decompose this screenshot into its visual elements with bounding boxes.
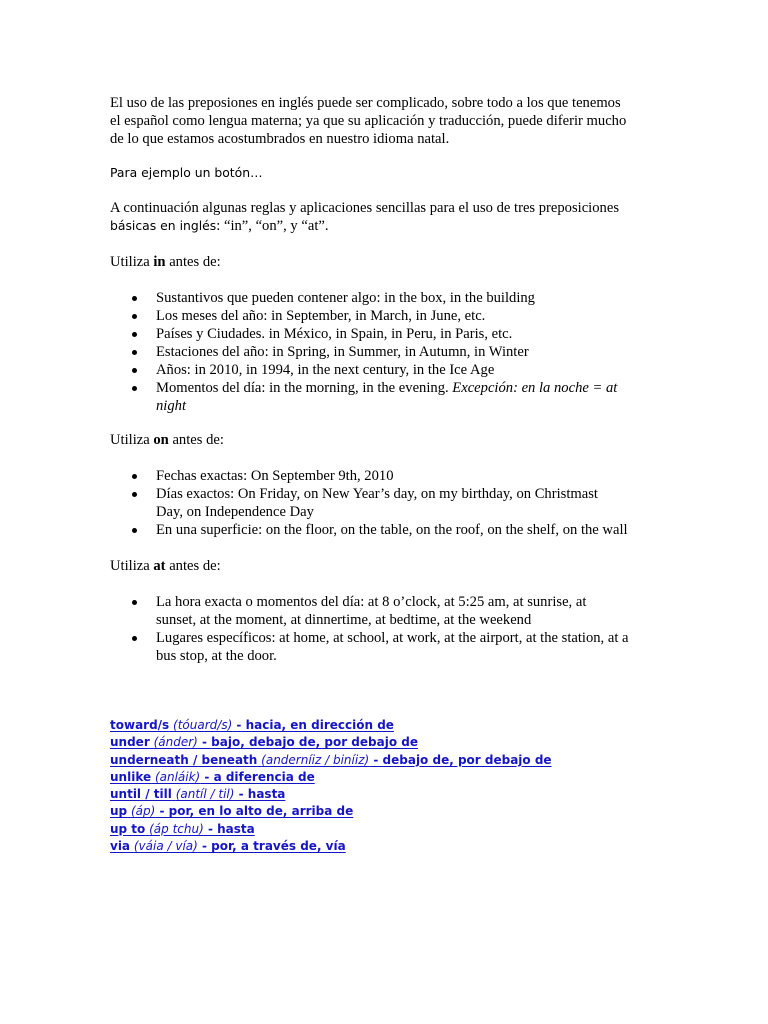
vocab-meaning: - por, en lo alto de, arriba de: [155, 804, 354, 819]
list-item: [110, 343, 670, 361]
heading-suffix: antes de:: [165, 558, 221, 574]
vocab-word: until / till: [110, 787, 172, 802]
bullet-icon: [132, 350, 137, 355]
vocab-link[interactable]: [110, 735, 418, 749]
list-item: [110, 593, 670, 629]
list-item: [110, 289, 670, 307]
bullet-icon: [132, 296, 137, 301]
list-item: [110, 325, 670, 343]
vocab-meaning: - hacia, en dirección de: [232, 718, 394, 732]
vocab-pronunciation: (áp): [130, 804, 156, 819]
vocab-pronunciation: (anláik): [154, 769, 201, 784]
list-item-text: Sustantivos que pueden contener algo: in the box, in the building: [156, 290, 535, 306]
vocab-link[interactable]: [110, 770, 315, 784]
list-item-text: La hora exacta o momentos del día: at 8 o’clock, at 5:25 am, at sunrise, at: [156, 594, 587, 610]
vocab-link[interactable]: [110, 804, 353, 818]
bullet-icon: [132, 636, 137, 641]
vocab-word: unlike: [110, 769, 152, 784]
vocab-row: [110, 786, 670, 803]
list-item-text: En una superficie: on the floor, on the table, on the roof, on the shelf, on the wall: [156, 522, 628, 538]
vocab-link[interactable]: [110, 839, 346, 853]
heading-utiliza-at: [110, 557, 670, 575]
preposition-at: at: [153, 558, 166, 574]
preposition-on: on: [153, 432, 169, 448]
vocab-pronunciation: (áp tchu): [149, 821, 204, 836]
vocab-word: toward/s: [110, 718, 170, 732]
exception-text: Excepción: en la noche = at: [452, 380, 618, 396]
heading-utiliza-on: [110, 431, 670, 449]
intro-line-2: el español como lengua materna; ya que su aplicación y traducción, puede diferir mucho: [110, 113, 627, 129]
list-item-text: Fechas exactas: On September 9th, 2010: [156, 468, 394, 484]
vocabulary-list: [110, 717, 670, 855]
heading-suffix: antes de:: [165, 254, 221, 270]
vocab-row: [110, 752, 670, 769]
vocab-row: [110, 734, 670, 751]
exception-text-continued: night: [156, 398, 186, 414]
heading-suffix: antes de:: [168, 432, 224, 448]
bullet-icon: [132, 368, 137, 373]
heading-utiliza-in: [110, 253, 670, 271]
continuation-line-2-rest: : “in”, “on”, y “at”.: [216, 218, 329, 234]
heading-prefix: Utiliza: [110, 254, 154, 270]
continuation-paragraph: [110, 199, 670, 235]
list-item: [110, 467, 670, 485]
vocab-row: [110, 838, 670, 855]
bullet-icon: [132, 332, 137, 337]
list-item-text: Lugares específicos: at home, at school, at work, at the airport, at the station, at a: [156, 630, 629, 646]
vocab-meaning: - hasta: [203, 821, 255, 836]
list-item-text-continued: Day, on Independence Day: [156, 504, 314, 520]
bullet-icon: [132, 386, 137, 391]
vocab-link[interactable]: [110, 718, 394, 732]
heading-prefix: Utiliza: [110, 432, 154, 448]
list-item-text-continued: bus stop, at the door.: [156, 648, 277, 664]
list-item-text: Países y Ciudades. in México, in Spain, in Peru, in Paris, etc.: [156, 326, 513, 342]
heading-prefix: Utiliza: [110, 558, 154, 574]
list-item: [110, 629, 670, 665]
vocab-meaning: - bajo, debajo de, por debajo de: [197, 735, 418, 750]
bullet-icon: [132, 600, 137, 605]
vocab-meaning: - a diferencia de: [200, 769, 315, 784]
vocab-pronunciation: (váia / vía): [133, 839, 198, 854]
vocab-pronunciation: (tóuard/s): [173, 718, 233, 732]
vocab-word: underneath / beneath: [110, 752, 258, 767]
vocab-row: [110, 803, 670, 820]
vocab-pronunciation: (ánder): [153, 735, 198, 750]
bullet-icon: [132, 314, 137, 319]
vocab-meaning: - debajo de, por debajo de: [369, 752, 552, 767]
vocab-meaning: - por, a través de, vía: [197, 839, 346, 854]
bullet-icon: [132, 492, 137, 497]
vocab-row: [110, 821, 670, 838]
list-item: [110, 485, 670, 521]
list-item-text: Días exactos: On Friday, on New Year’s day, on my birthday, on Christmast: [156, 486, 598, 502]
vocab-word: under: [110, 735, 150, 750]
continuation-line-2-start: básicas en inglés: [110, 218, 217, 233]
list-item-text-continued: sunset, at the moment, at dinnertime, at bedtime, at the weekend: [156, 612, 532, 628]
continuation-line-1: A continuación algunas reglas y aplicaciones sencillas para el uso de tres preposiciones: [110, 200, 619, 216]
vocab-pronunciation: (anderníiz / biníiz): [261, 752, 370, 767]
list-item: [110, 379, 670, 415]
intro-line-3: de lo que estamos acostumbrados en nuestro idioma natal.: [110, 131, 450, 147]
vocab-word: up to: [110, 821, 146, 836]
vocab-word: via: [110, 839, 131, 854]
list-in: [110, 289, 670, 415]
vocab-meaning: - hasta: [234, 787, 286, 802]
list-item: [110, 307, 670, 325]
list-item-text: Años: in 2010, in 1994, in the next century, in the Ice Age: [156, 362, 495, 378]
vocab-link[interactable]: [110, 753, 552, 767]
list-item-text: Momentos del día: in the morning, in the evening.: [156, 380, 453, 396]
example-paragraph: Para ejemplo un botón…: [110, 165, 263, 180]
vocab-pronunciation: (antíl / til): [175, 787, 235, 802]
list-item: [110, 521, 670, 539]
vocab-link[interactable]: [110, 787, 285, 801]
vocab-link[interactable]: [110, 822, 255, 836]
list-item-text: Estaciones del año: in Spring, in Summer, in Autumn, in Winter: [156, 344, 529, 360]
bullet-icon: [132, 474, 137, 479]
vocab-row: [110, 769, 670, 786]
intro-paragraph: [110, 94, 670, 148]
list-at: [110, 593, 670, 665]
intro-line-1: El uso de las preposiones en inglés puede ser complicado, sobre todo a los que tenemos: [110, 95, 621, 111]
vocab-word: up: [110, 804, 128, 819]
list-item-text: Los meses del año: in September, in March, in June, etc.: [156, 308, 486, 324]
list-item: [110, 361, 670, 379]
list-on: [110, 467, 670, 539]
vocab-row: [110, 717, 670, 734]
bullet-icon: [132, 528, 137, 533]
preposition-in: in: [153, 254, 166, 270]
